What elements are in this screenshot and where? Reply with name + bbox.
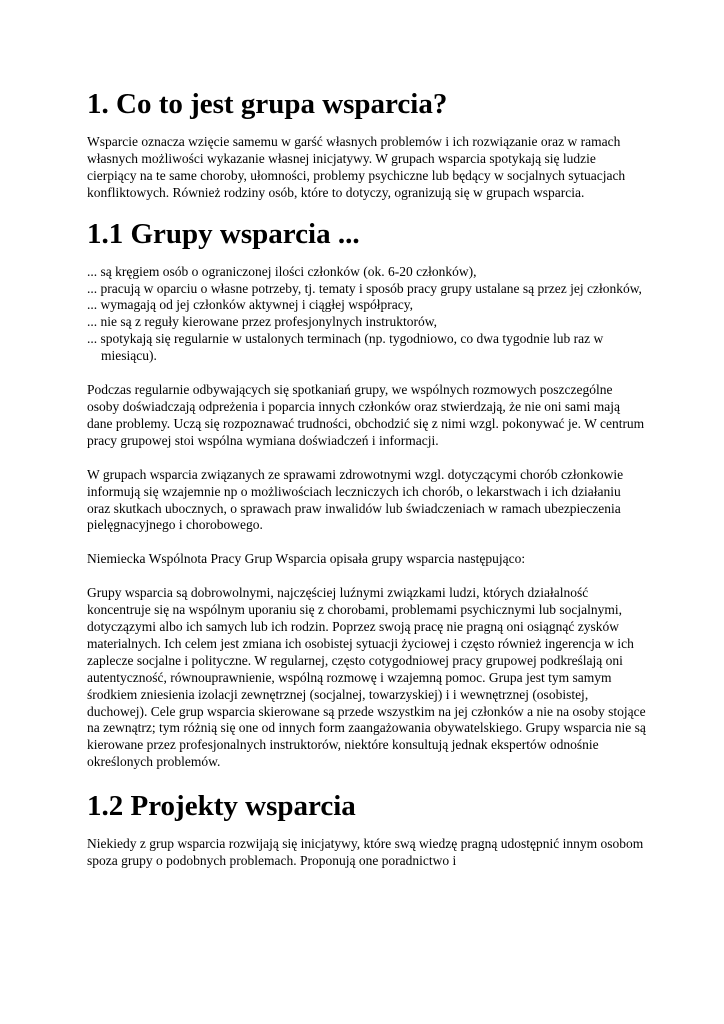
list-item: ... nie są z reguły kierowane przez profesjonylnych instruktorów, <box>87 314 438 330</box>
document-page <box>87 86 647 870</box>
list-item: ... pracują w oparciu o własne potrzeby, tj. tematy i sposób pracy grupy ustalane są przez jej członków, <box>87 280 642 296</box>
list-item: ... wymagają od jej członków aktywnej i ciągłej współpracy, <box>87 297 414 313</box>
section-1-2-paragraph: Niekiedy z grup wsparcia rozwijają się inicjatywy, które swą wiedzę pragną udostępnić innym osobom spoza grupy o podobnych problemach. Proponują one poradnictwo i <box>87 836 644 869</box>
definition-paragraph: Grupy wsparcia są dobrowolnymi, najczęściej luźnymi związkami ludzi, których działalność koncentruje się na wspólnym uporaniu się z chorobami, problemami psychicznymi lub socjalnymi, dotyczązymi albo ich samych lub ich rodzin. Poprzez swoją pracę nie pragną oni osiągnąć zysków materialnych. Ich celem jest zmiana ich osobistej sytuacji życiowej i często również ingerencja w ich zaplecze socjalne i polityczne. W regularnej, często cotygodniowej pracy grupowej podkreślają oni autentyczność, równouprawnienie, wspólną rozmowę i wzajemną pomoc. Grupa jest tym samym środkiem zniesienia izolacji zewnętrznej (socjalnej, towarzyskiej) i i wewnętrznej (osobistej, duchowej). Cele grup wsparcia skierowane są przede wszystkim na jej członków a nie na osoby stojące na zewnątrz; tym różnią się one od innych form zaangażowania obywatelskiego. Grupy wsparcia nie są kierowane przez profesjonalnych instruktorów, niektóre konsultują jednak ekspertów odnośnie określonych problemów. <box>87 585 646 770</box>
section-heading-1-2: 1.2 Projekty wsparcia <box>87 790 356 823</box>
list-item: ... są kręgiem osób o ograniczonej ilości członków (ok. 6-20 członków), <box>87 263 477 279</box>
section-1-paragraph: Wsparcie oznacza wzięcie samemu w garść własnych problemów i ich rozwiązanie oraz w ramach własnych możliwości wykazanie własnej inicjatywy. W grupach wsparcia spotykają się ludzie cierpiący na te same choroby, ułomności, problemy psychiczne lub będący w socjalnych sytuacjach konfliktowych. Również rodziny osób, które to dotyczy, ogranizują się w grupach wsparcia. <box>87 134 626 200</box>
support-group-features-list <box>87 264 647 365</box>
section-heading-1: 1. Co to jest grupa wsparcia? <box>87 88 448 120</box>
health-groups-paragraph: W grupach wsparcia związanych ze sprawami zdrowotnymi wzgl. dotyczącymi chorób członkowie informują się wzajemnie np o możliwościach leczniczych ich chorób, o lekarstwach i ich działaniu oraz skutkach ubocznych, o sprawach praw inwalidów lub świadczeniach w ramach ubezpieczenia pielęgnacyjnego i chorobowego. <box>87 466 624 533</box>
definition-intro-paragraph: Niemiecka Wspólnota Pracy Grup Wsparcia opisała grupy wsparcia następująco: <box>87 551 526 567</box>
meetings-paragraph: Podczas regularnie odbywających się spotkaniań grupy, we wspólnych rozmowych poszczególne osoby doświadczają odpreżenia i poparcia innych członków oraz stwierdzają, że nie oni sami mają dane problemy. Uczą się rozpoznawać trudności, obchodzić się z nimi wzgl. pokonywać je. W centrum pracy grupowej stoi wspólna wymiana doświadczeń i informacji. <box>87 382 645 448</box>
list-item: ... spotykają się regularnie w ustalonych terminach (np. tygodniowo, co dwa tygodnie lub raz w miesiącu). <box>87 331 604 364</box>
section-heading-1-1: 1.1 Grupy wsparcia ... <box>87 217 360 250</box>
